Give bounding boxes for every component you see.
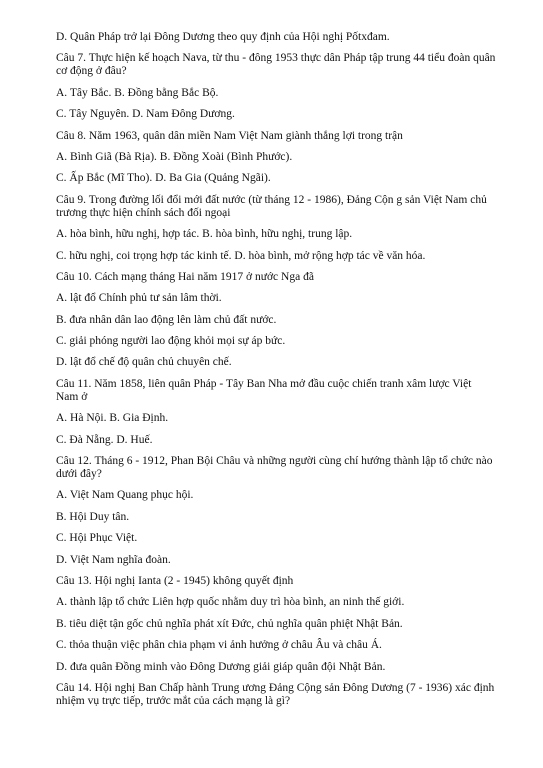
answer-option: C. Hội Phục Việt.: [56, 532, 138, 545]
answer-option: C. Đà Nẵng. D. Huế.: [56, 433, 153, 446]
question-14: Câu 14. Hội nghị Ban Chấp hành Trung ương Đảng Cộng sản Đông Dương (7 - 1936) xác định nhiệm vụ trực tiếp, trước mắt của cách mạng là gì?: [56, 681, 495, 707]
question-7: Câu 7. Thực hiện kế hoạch Nava, từ thu - đông 1953 thực dân Pháp tập trung 44 tiểu đoàn quân cơ động ở đâu?: [56, 52, 496, 78]
question-8: Câu 8. Năm 1963, quân dân miền Nam Việt Nam giành thắng lợi trong trận: [56, 129, 403, 142]
answer-option: B. đưa nhân dân lao động lên làm chủ đất nước.: [56, 313, 277, 326]
answer-option: C. Tây Nguyên. D. Nam Đông Dương.: [56, 108, 235, 121]
question-10: Câu 10. Cách mạng tháng Hai năm 1917 ở nước Nga đã: [56, 270, 314, 283]
answer-option: D. đưa quân Đồng minh vào Đông Dương giải giáp quân đội Nhật Bản.: [56, 660, 386, 673]
document-body: [56, 31, 496, 716]
answer-option: A. hòa bình, hữu nghị, hợp tác. B. hòa bình, hữu nghị, trung lập.: [56, 228, 353, 241]
answer-option: D. Việt Nam nghĩa đoàn.: [56, 553, 171, 566]
answer-option: C. Ấp Bắc (Mĩ Tho). D. Ba Gia (Quảng Ngãi).: [56, 172, 271, 185]
question-9: Câu 9. Trong đường lối đổi mới đất nước (từ tháng 12 - 1986), Đảng Cộn g sản Việt Nam chủ trương thực hiện chính sách đối ngoại: [56, 193, 487, 219]
answer-option: B. tiêu diệt tận gốc chủ nghĩa phát xít Đức, chủ nghĩa quân phiệt Nhật Bản.: [56, 617, 403, 630]
answer-option: A. Hà Nội. B. Gia Định.: [56, 412, 169, 425]
answer-option: A. thành lập tổ chức Liên hợp quốc nhằm duy trì hòa bình, an ninh thế giới.: [56, 596, 405, 609]
question-11: Câu 11. Năm 1858, liên quân Pháp - Tây Ban Nha mở đầu cuộc chiến tranh xâm lược Việt Nam ở: [56, 377, 472, 403]
answer-option: C. thỏa thuận việc phân chia phạm vi ảnh hưởng ở châu Âu và châu Á.: [56, 639, 382, 652]
answer-option: D. Quân Pháp trở lại Đông Dương theo quy định của Hội nghị Pốtxđam.: [56, 31, 390, 43]
question-12: Câu 12. Tháng 6 - 1912, Phan Bội Châu và những người cùng chí hướng thành lập tổ chức nào dưới đây?: [56, 455, 493, 481]
answer-option: C. giải phóng người lao động khỏi mọi sự áp bức.: [56, 335, 286, 348]
answer-option: A. lật đổ Chính phủ tư sản lâm thời.: [56, 292, 222, 305]
answer-option: A. Việt Nam Quang phục hội.: [56, 489, 194, 502]
answer-option: B. Hội Duy tân.: [56, 510, 130, 523]
answer-option: D. lật đổ chế độ quân chủ chuyên chế.: [56, 356, 232, 369]
question-13: Câu 13. Hội nghị Ianta (2 - 1945) không quyết định: [56, 574, 294, 587]
answer-option: A. Tây Bắc. B. Đồng bằng Bắc Bộ.: [56, 86, 219, 99]
answer-option: C. hữu nghị, coi trọng hợp tác kinh tế. D. hòa bình, mở rộng hợp tác về văn hóa.: [56, 249, 426, 262]
answer-option: A. Bình Giã (Bà Rịa). B. Đồng Xoài (Bình Phước).: [56, 150, 293, 163]
